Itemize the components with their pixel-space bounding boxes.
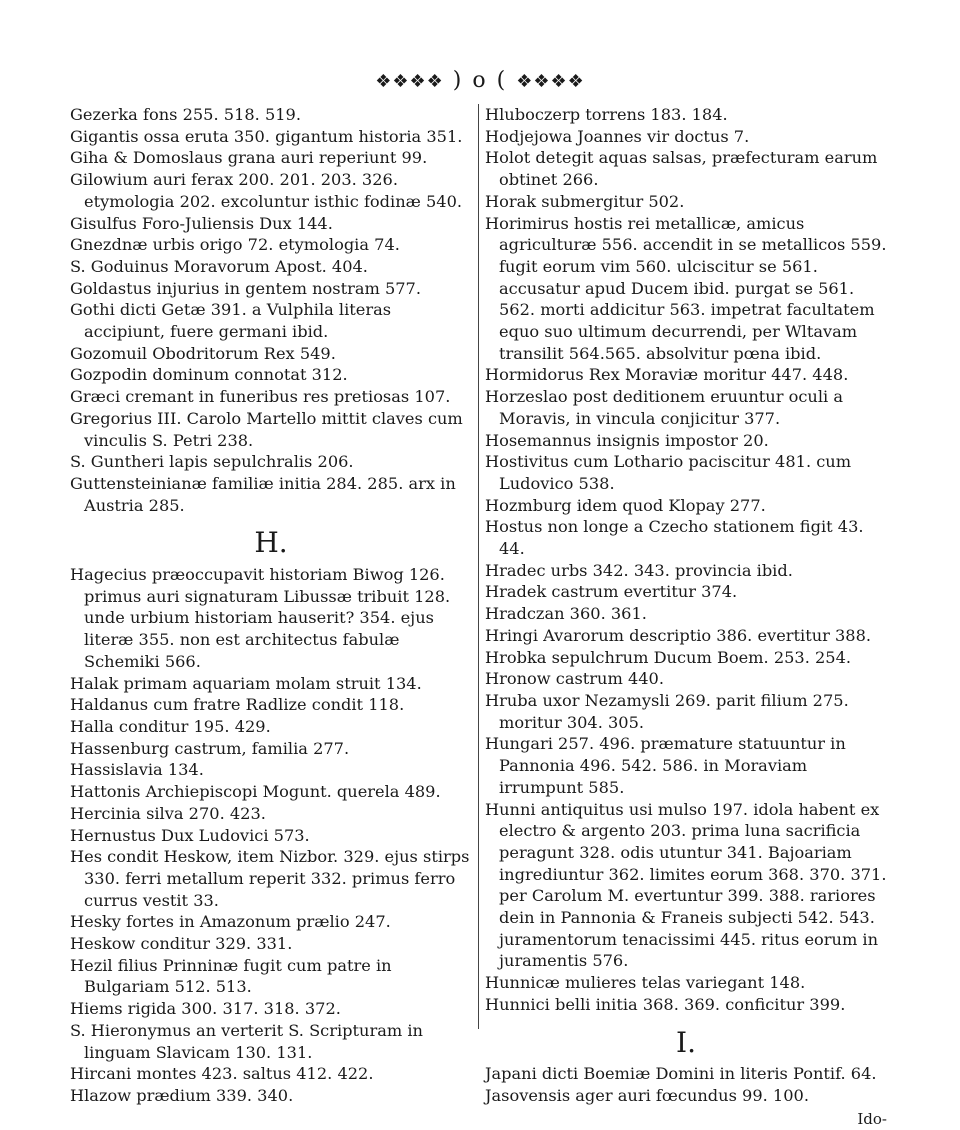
index-entry: Japani dicti Boemiæ Domini in literis Pontif. 64. (485, 1064, 877, 1084)
left-entries-top (70, 104, 472, 516)
header-center: ) o ( (452, 68, 508, 93)
right-entries-top (485, 104, 887, 1016)
index-entry: Hringi Avarorum descriptio 386. evertitur 388. (485, 625, 872, 645)
index-entry: S. Hieronymus an verterit S. Scripturam in linguam Slavicam 130. 131. (70, 1020, 423, 1062)
index-entry: Goldastus injurius in gentem nostram 577. (70, 278, 422, 298)
index-entry: Hrobka sepulchrum Ducum Boem. 253. 254. (485, 647, 852, 667)
index-entry: Guttensteinianæ familiæ initia 284. 285. arx in Austria 285. (70, 473, 456, 515)
index-entry: Hunnicæ mulieres telas variegant 148. (485, 973, 806, 993)
index-entry: Hunni antiquitus usi mulso 197. idola habent ex electro & argento 203. prima luna sacrificia peragunt 328. odis utuntur 341. Bajoariam ingrediuntur 362. limites eorum 368. 370. 371. per Carolum M. evertuntur 399. 388. rariores dein in Pannonia & Franeis subjecti 542. 543. juramentorum tenacissimi 445. ritus eorum in juramentis 576. (485, 799, 887, 971)
index-entry: Hercinia silva 270. 423. (70, 803, 266, 823)
index-entry: Hircani montes 423. saltus 412. 422. (70, 1064, 374, 1084)
index-entry: Hosemannus insignis impostor 20. (485, 430, 769, 450)
index-entry: S. Guntheri lapis sepulchralis 206. (70, 452, 354, 472)
index-entry: Hradczan 360. 361. (485, 604, 647, 624)
index-entry: Hluboczerp torrens 183. 184. (485, 105, 728, 124)
index-entry: Hezil filius Prinninæ fugit cum patre in Bulgariam 512. 513. (70, 955, 392, 997)
index-entry: Hassenburg castrum, familia 277. (70, 738, 350, 758)
index-entry: Gozomuil Obodritorum Rex 549. (70, 343, 336, 363)
catchword: Ido- (857, 1109, 887, 1128)
index-entry: Horzeslao post deditionem eruuntur oculi a Moravis, in vincula conjicitur 377. (485, 387, 844, 428)
index-entry: Holot detegit aquas salsas, præfecturam earum obtinet 266. (485, 148, 878, 190)
index-entry: Gregorius III. Carolo Martello mittit claves cum vinculis S. Petri 238. (70, 408, 463, 450)
section-letter-h: H. (254, 526, 288, 560)
index-entry: Hiems rigida 300. 317. 318. 372. (70, 999, 341, 1019)
index-entry: Gnezdnæ urbis origo 72. etymologia 74. (70, 235, 400, 255)
index-entry: Hes condit Heskow, item Nizbor. 329. ejus stirps 330. ferri metallum reperit 332. primus ferro currus vestit 33. (70, 847, 470, 910)
index-entry: Hozmburg idem quod Klopay 277. (485, 495, 766, 515)
column-divider (478, 104, 479, 1029)
index-entry: Hunnici belli initia 368. 369. conficitur 399. (485, 994, 846, 1014)
index-entry: Gigantis ossa eruta 350. gigantum historia 351. (70, 126, 463, 146)
index-entry: Hodjejowa Joannes vir doctus 7. (485, 126, 750, 146)
index-entry: Hassislavia 134. (70, 760, 204, 780)
index-entry: Hostivitus cum Lothario paciscitur 481. cum Ludovico 538. (485, 452, 852, 493)
index-entry: Halla conditur 195. 429. (70, 716, 271, 736)
left-entries-bottom (70, 564, 472, 1107)
index-entry: Hostus non longe a Czecho stationem figit 43. 44. (485, 517, 864, 559)
section-letter-i: I. (676, 1025, 696, 1059)
index-entry: Jasovensis ager auri fœcundus 99. 100. (485, 1085, 809, 1105)
index-entry: Hormidorus Rex Moraviæ moritur 447. 448. (485, 365, 849, 385)
index-entry: Hlazow prædium 339. 340. (70, 1085, 294, 1105)
right-column (485, 104, 887, 1130)
index-entry: Giha & Domoslaus grana auri reperiunt 99. (70, 148, 428, 168)
index-entry: Gilowium auri ferax 200. 201. 203. 326. etymologia 202. excoluntur isthic fodinæ 540. (70, 170, 463, 211)
index-entry: Horimirus hostis rei metallicæ, amicus agriculturæ 556. accendit in se metallicos 559. fugit eorum vim 560. ulciscitur se 561. accusatur apud Ducem ibid. purgat se 561. 562. morti addicitur 563. impetrat facultatem equo suo ultimum decurrendi, per Wltavam transilit 564.565. absolvitur pœna ibid. (485, 213, 887, 363)
index-entry: Gezerka fons 255. 518. 519. (70, 105, 301, 124)
page-header (0, 68, 960, 93)
index-entry: Gothi dicti Getæ 391. a Vulphila literas accipiunt, fuere germani ibid. (70, 300, 392, 342)
index-entry: Horak submergitur 502. (485, 191, 685, 211)
index-entry: Hradek castrum evertitur 374. (485, 582, 738, 602)
index-entry: Hungari 257. 496. præmature statuuntur in Pannonia 496. 542. 586. in Moraviam irrumpunt 585. (485, 734, 846, 797)
index-entry: Hattonis Archiepiscopi Mogunt. querela 489. (70, 782, 441, 802)
index-entry: Haldanus cum fratre Radlize condit 118. (70, 695, 405, 715)
index-entry: Hruba uxor Nezamysli 269. parit filium 275. moritur 304. 305. (485, 690, 849, 732)
index-entry: Gozpodin dominum connotat 312. (70, 365, 348, 385)
index-entry: Halak primam aquariam molam struit 134. (70, 673, 422, 693)
index-entry: Hernustus Dux Ludovici 573. (70, 825, 310, 845)
index-entry: Gisulfus Foro-Juliensis Dux 144. (70, 213, 333, 233)
index-entry: Hradec urbs 342. 343. provincia ibid. (485, 560, 793, 580)
ornament-left: ❖❖❖❖ (375, 71, 444, 92)
index-entry: Hagecius præoccupavit historiam Biwog 126. primus auri signaturam Libussæ tribuit 128. unde urbium historiam hauserit? 354. ejus literæ 355. non est architectus fabulæ Schemiki 566. (70, 565, 451, 671)
index-entry: Heskow conditur 329. 331. (70, 934, 293, 954)
left-column (70, 104, 472, 1107)
ornament-right: ❖❖❖❖ (516, 71, 585, 92)
index-entry: Hesky fortes in Amazonum prælio 247. (70, 912, 391, 932)
index-entry: Hronow castrum 440. (485, 669, 665, 689)
index-entry: S. Goduinus Moravorum Apost. 404. (70, 256, 368, 276)
right-entries-bottom (485, 1063, 887, 1106)
index-entry: Græci cremant in funeribus res pretiosas 107. (70, 387, 451, 407)
